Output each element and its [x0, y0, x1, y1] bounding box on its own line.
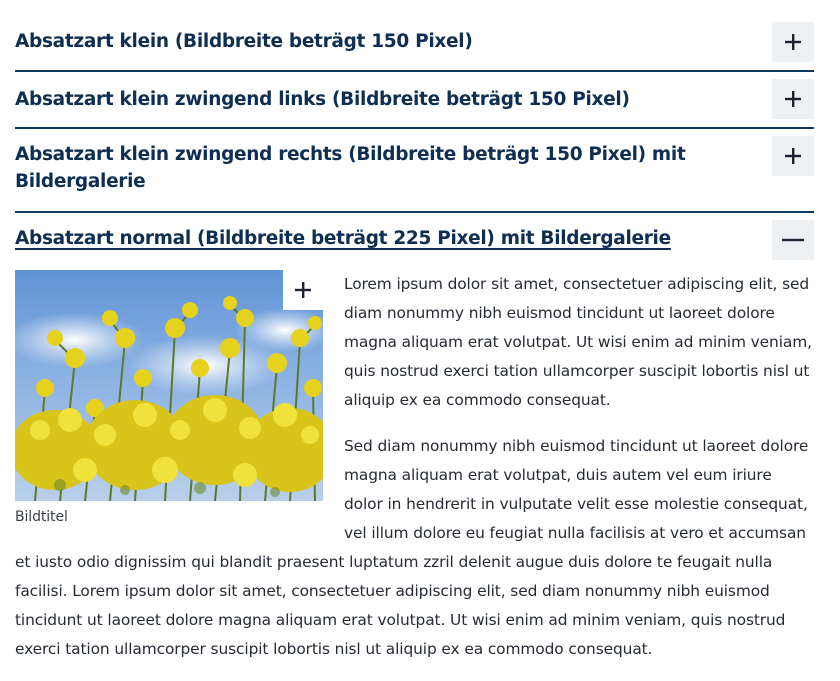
- accordion: [15, 0, 814, 681]
- plus-icon: [784, 147, 802, 165]
- accordion-header[interactable]: [15, 129, 814, 195]
- zoom-image-button[interactable]: [283, 270, 323, 310]
- accordion-header[interactable]: [15, 72, 814, 113]
- expand-button[interactable]: [772, 79, 814, 119]
- minus-icon: [782, 231, 804, 249]
- accordion-header[interactable]: [15, 213, 814, 252]
- accordion-title[interactable]: Absatzart klein zwingend links (Bildbreite beträgt 150 Pixel): [15, 89, 630, 110]
- expand-button[interactable]: [772, 22, 814, 62]
- accordion-item-expanded: [15, 213, 814, 664]
- accordion-title[interactable]: Absatzart normal (Bildbreite beträgt 225 Pixel) mit Bildergalerie: [15, 228, 671, 249]
- body-paragraph: Lorem ipsum dolor sit amet, consectetuer adipiscing elit, sed diam nonummy nibh euismod tincidunt ut laoreet dolore magna aliquam erat volutpat. Ut wisi enim ad minim veniam, quis nostrud exerci tation ullamcorper suscipit lobortis nisl ut aliquip ex ea commodo consequat.: [344, 275, 812, 409]
- expand-button[interactable]: [772, 136, 814, 176]
- image-caption: Bildtitel: [15, 509, 68, 525]
- body-paragraph: Sed diam nonummy nibh euismod tincidunt ut laoreet dolore magna aliquam erat volutpat, duis autem vel eum iriure dolor in hendrerit in vulputate velit esse molestie consequat, vel illum dolore eu feugiat nulla facilisis at vero et accumsan et iusto odio dignissim qui blandit praesent luptatum zzril delenit augue duis dolore te feugait nulla facilisi. Lorem ipsum dolor sit amet, consectetuer adipiscing elit, sed diam nonummy nibh euismod tincidunt ut laoreet dolore magna aliquam erat volutpat. Ut wisi enim ad minim veniam, quis nostrud exerci tation ullamcorper suscipit lobortis nisl ut aliquip ex ea commodo consequat.: [15, 437, 809, 658]
- accordion-title[interactable]: Absatzart klein (Bildbreite beträgt 150 Pixel): [15, 31, 473, 52]
- accordion-item: [15, 72, 814, 129]
- accordion-item: [15, 0, 814, 72]
- image-figure: [15, 270, 323, 527]
- accordion-item: [15, 129, 814, 213]
- collapse-button[interactable]: [772, 220, 814, 260]
- accordion-content: [15, 270, 814, 664]
- plus-icon: [784, 33, 802, 51]
- accordion-title[interactable]: Absatzart klein zwingend rechts (Bildbreite beträgt 150 Pixel) mit Bildergalerie: [15, 144, 686, 192]
- plus-icon: [784, 90, 802, 108]
- plus-icon: [294, 281, 312, 299]
- rapeseed-flowers-photo[interactable]: [15, 270, 323, 501]
- accordion-header[interactable]: [15, 0, 814, 55]
